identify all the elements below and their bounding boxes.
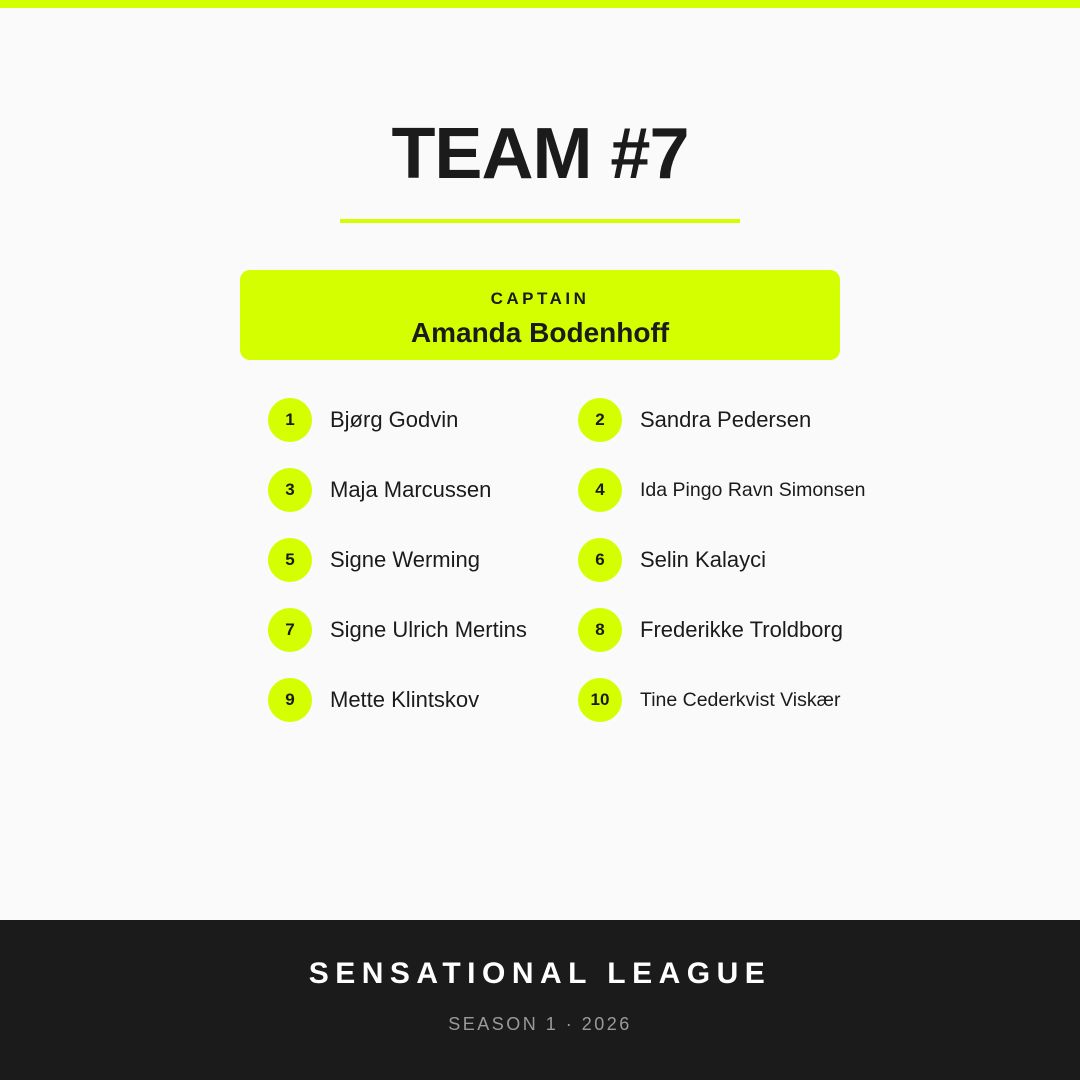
- captain-label: CAPTAIN: [490, 289, 590, 308]
- player-number-badge: 4: [578, 468, 622, 512]
- player-number-badge: 5: [268, 538, 312, 582]
- player-name: Ida Pingo Ravn Simonsen: [640, 479, 866, 501]
- player-item: [578, 538, 766, 582]
- team-title: TEAM #7: [391, 114, 689, 194]
- player-item: [268, 398, 458, 442]
- player-name: Sandra Pedersen: [640, 407, 812, 432]
- player-item: [578, 398, 811, 442]
- player-item: [578, 608, 843, 652]
- player-number-badge: 6: [578, 538, 622, 582]
- player-number-badge: 2: [578, 398, 622, 442]
- player-item: [578, 468, 865, 512]
- top-accent-bar: [0, 0, 1080, 8]
- title-underline: [340, 219, 740, 223]
- player-name: Tine Cederkvist Viskær: [640, 689, 841, 711]
- player-item: [268, 678, 479, 722]
- player-item: [578, 678, 840, 722]
- league-name: SENSATIONAL LEAGUE: [308, 957, 772, 990]
- footer: [0, 920, 1080, 1080]
- player-number-badge: 3: [268, 468, 312, 512]
- player-number-badge: 10: [578, 678, 622, 722]
- player-name: Selin Kalayci: [640, 547, 766, 572]
- player-item: [268, 608, 527, 652]
- player-name: Mette Klintskov: [330, 687, 480, 712]
- player-name: Bjørg Godvin: [330, 407, 459, 432]
- player-name: Frederikke Troldborg: [640, 617, 843, 642]
- captain-name: Amanda Bodenhoff: [410, 317, 670, 348]
- player-number-badge: 9: [268, 678, 312, 722]
- player-number-badge: 8: [578, 608, 622, 652]
- player-item: [268, 468, 491, 512]
- player-name: Signe Werming: [330, 547, 480, 572]
- season-label: SEASON 1 · 2026: [448, 1014, 632, 1034]
- player-number-badge: 7: [268, 608, 312, 652]
- player-number-badge: 1: [268, 398, 312, 442]
- player-name: Maja Marcussen: [330, 477, 492, 502]
- player-name: Signe Ulrich Mertins: [330, 617, 527, 642]
- player-item: [268, 538, 480, 582]
